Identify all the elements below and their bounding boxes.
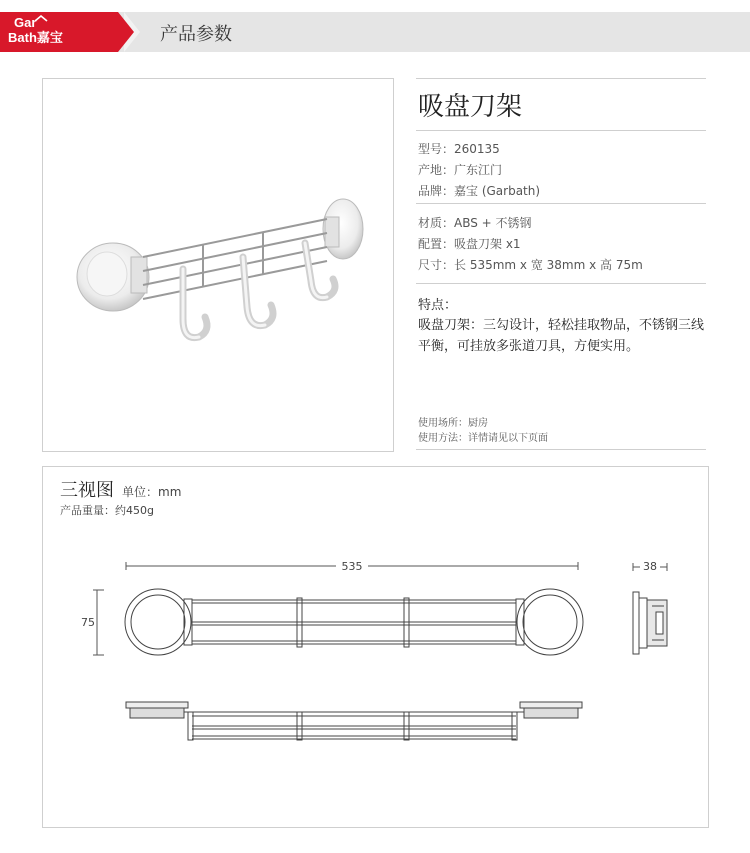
usage-place: 使用场所：厨房 <box>418 418 488 429</box>
spec-model: 型号：260135 <box>418 142 500 156</box>
side-view <box>633 592 667 654</box>
features-text: 吸盘刀架：三勾设计，轻松挂取物品，不锈钢三线平衡，可挂放多张道刀具，方便实用。 <box>418 318 705 354</box>
spec-size: 尺寸：长 535mm x 宽 38mm x 高 75m <box>418 258 643 272</box>
spec-config: 配置：吸盘刀架 x1 <box>418 237 521 251</box>
spec-origin: 产地：广东江门 <box>418 163 503 177</box>
product-weight: 产品重量：约450g <box>60 504 154 517</box>
top-view <box>126 702 582 740</box>
three-view-heading: 三视图 <box>60 480 114 501</box>
dim-width-label: 38 <box>643 560 657 573</box>
logo-line-1: Gar <box>14 15 37 30</box>
spec-brand: 品牌：嘉宝 (Garbath) <box>418 184 541 198</box>
unit-label: 单位：mm <box>122 485 182 499</box>
logo-line-2: Bath嘉宝 <box>8 30 63 45</box>
dim-length-label: 535 <box>341 560 363 573</box>
front-view <box>125 589 583 655</box>
features-heading: 特点： <box>418 298 458 313</box>
page-title: 产品参数 <box>160 24 232 45</box>
usage-method: 使用方法：详情请见以下页面 <box>418 433 548 444</box>
product-title: 吸盘刀架 <box>418 92 523 122</box>
spec-material: 材质：ABS + 不锈钢 <box>418 216 532 230</box>
dim-height-label: 75 <box>81 616 95 629</box>
